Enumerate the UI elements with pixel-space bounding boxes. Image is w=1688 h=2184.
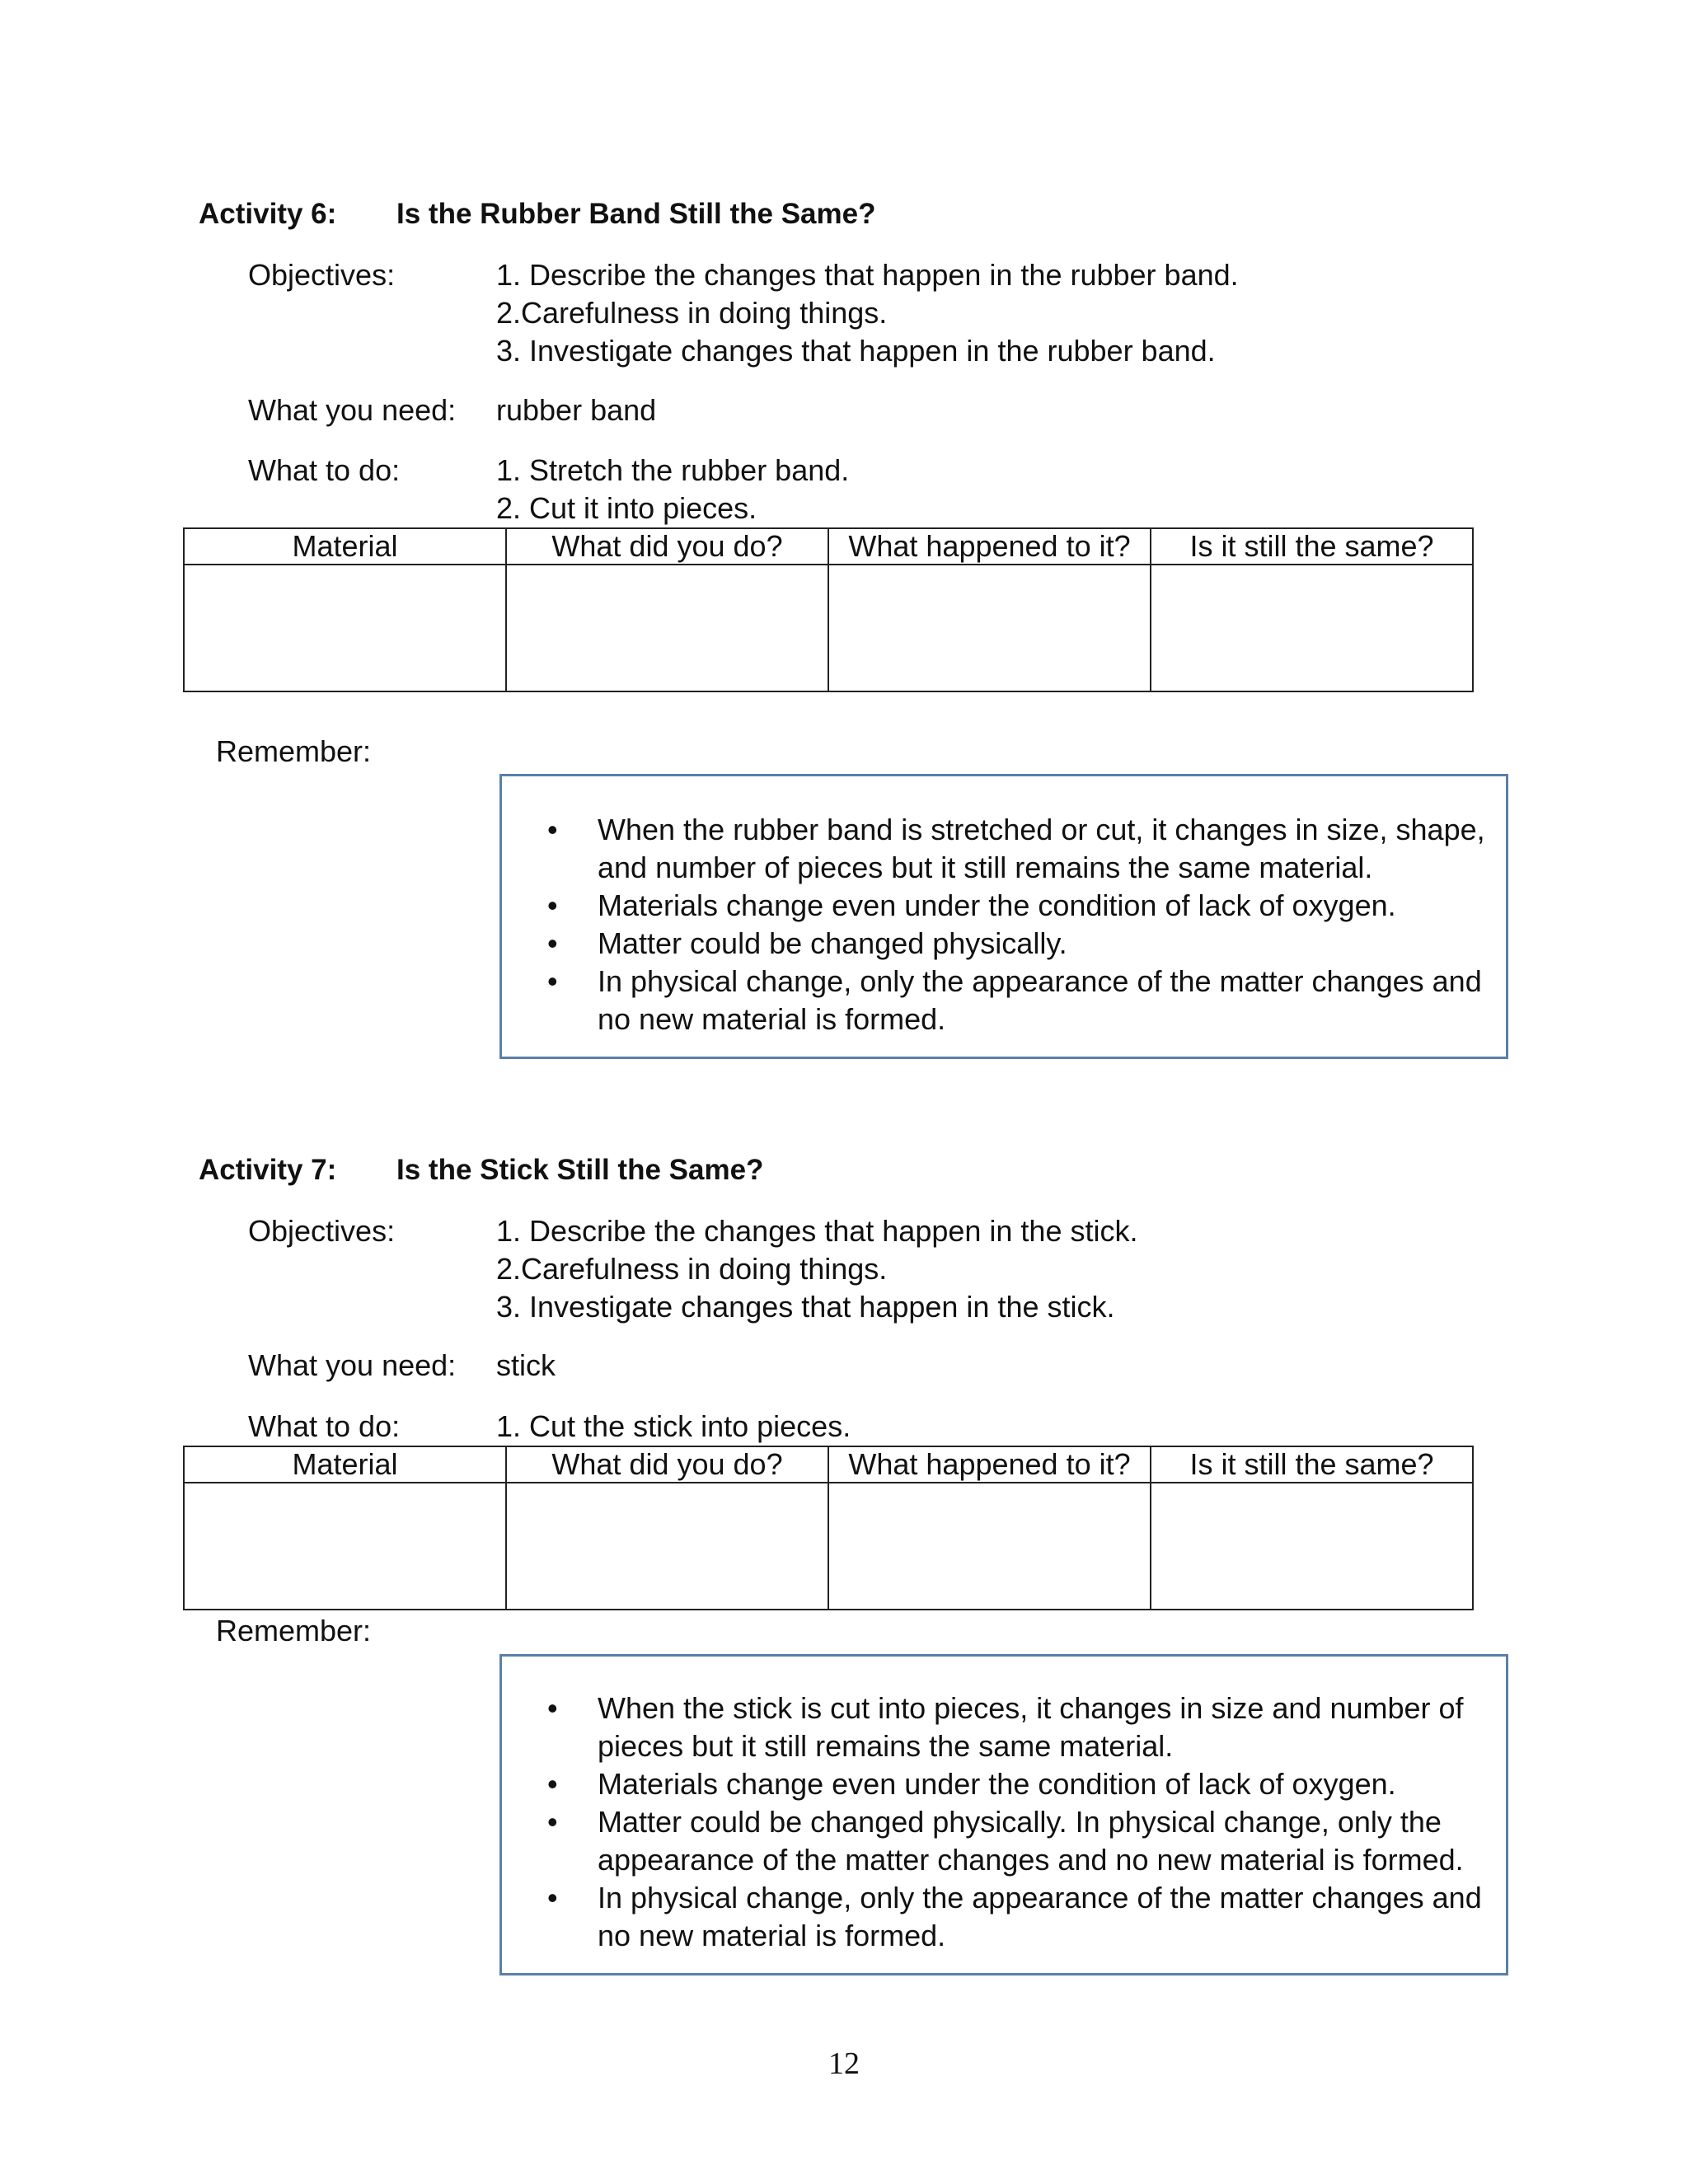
answer-cell-result[interactable]: [828, 565, 1151, 691]
answer-cell-same[interactable]: [1151, 1483, 1473, 1610]
header-what-did-you-do: What did you do?: [506, 528, 828, 565]
header-material: Material: [184, 1446, 506, 1483]
remember-label: Remember:: [216, 1614, 372, 1647]
todo-item: 2. Cut it into pieces.: [496, 491, 757, 525]
answer-cell-same[interactable]: [1151, 565, 1473, 691]
table-row: [184, 565, 1473, 691]
answer-cell-action[interactable]: [506, 1483, 828, 1610]
header-still-same: Is it still the same?: [1151, 1446, 1473, 1483]
observation-table: [183, 527, 1474, 692]
todo-label: What to do:: [248, 453, 401, 487]
table-header-row: [184, 528, 1473, 565]
answer-cell-result[interactable]: [828, 1483, 1151, 1610]
answer-cell-action[interactable]: [506, 565, 828, 691]
page-number: 12: [828, 2046, 860, 2081]
objectives-list: [496, 256, 1239, 370]
objective-item: 3. Investigate changes that happen in the rubber band.: [496, 334, 1216, 368]
activity-7-label: Activity 7:: [199, 1154, 337, 1186]
need-value: rubber band: [496, 393, 657, 427]
todo-label: What to do:: [248, 1409, 401, 1443]
activity-6-title: Is the Rubber Band Still the Same?: [396, 198, 876, 230]
remember-item: • When the rubber band is stretched or cut, it changes in size, shape, and number of pieces but it still remains the same material.: [502, 811, 1506, 887]
remember-item: • When the stick is cut into pieces, it changes in size and number of pieces but it still remains the same material.: [502, 1690, 1506, 1765]
activity-6-label: Activity 6:: [199, 198, 337, 230]
header-what-happened: What happened to it?: [828, 528, 1151, 565]
objective-item: 3. Investigate changes that happen in the stick.: [496, 1290, 1115, 1324]
remember-item: • In physical change, only the appearance of the matter changes and no new material is formed.: [502, 963, 1506, 1038]
remember-item: • Materials change even under the condition of lack of oxygen.: [502, 887, 1506, 925]
header-material: Material: [184, 528, 506, 565]
objective-item: 1. Describe the changes that happen in the rubber band.: [496, 258, 1239, 292]
remember-list: [502, 811, 1506, 1038]
answer-cell-material[interactable]: [184, 1483, 506, 1610]
todo-item: 1. Cut the stick into pieces.: [496, 1409, 851, 1443]
header-what-did-you-do: What did you do?: [506, 1446, 828, 1483]
todo-item: 1. Stretch the rubber band.: [496, 453, 850, 487]
header-still-same: Is it still the same?: [1151, 528, 1473, 565]
remember-item: • In physical change, only the appearance of the matter changes and no new material is formed.: [502, 1879, 1506, 1955]
objectives-label: Objectives:: [248, 1214, 396, 1248]
objectives-list: [496, 1212, 1137, 1326]
remember-item: • Materials change even under the condition of lack of oxygen.: [502, 1765, 1506, 1803]
observation-table: [183, 1446, 1474, 1610]
need-value: stick: [496, 1348, 556, 1382]
need-label: What you need:: [248, 393, 457, 427]
remember-item: • Matter could be changed physically. In physical change, only the appearance of the matter changes and no new material is formed.: [502, 1803, 1506, 1879]
todo-list: [496, 452, 849, 527]
objective-item: 2.Carefulness in doing things.: [496, 1252, 888, 1286]
remember-box: [499, 774, 1508, 1059]
objectives-label: Objectives:: [248, 258, 396, 292]
remember-item: • Matter could be changed physically.: [502, 925, 1506, 963]
objective-item: 2.Carefulness in doing things.: [496, 296, 888, 330]
remember-label: Remember:: [216, 734, 372, 768]
remember-box: [499, 1654, 1508, 1975]
table-row: [184, 1483, 1473, 1610]
header-what-happened: What happened to it?: [828, 1446, 1151, 1483]
remember-list: [502, 1690, 1506, 1955]
table-header-row: [184, 1446, 1473, 1483]
need-label: What you need:: [248, 1348, 457, 1382]
todo-list: [496, 1408, 851, 1446]
answer-cell-material[interactable]: [184, 565, 506, 691]
activity-7-title: Is the Stick Still the Same?: [396, 1154, 764, 1186]
objective-item: 1. Describe the changes that happen in the stick.: [496, 1214, 1138, 1248]
